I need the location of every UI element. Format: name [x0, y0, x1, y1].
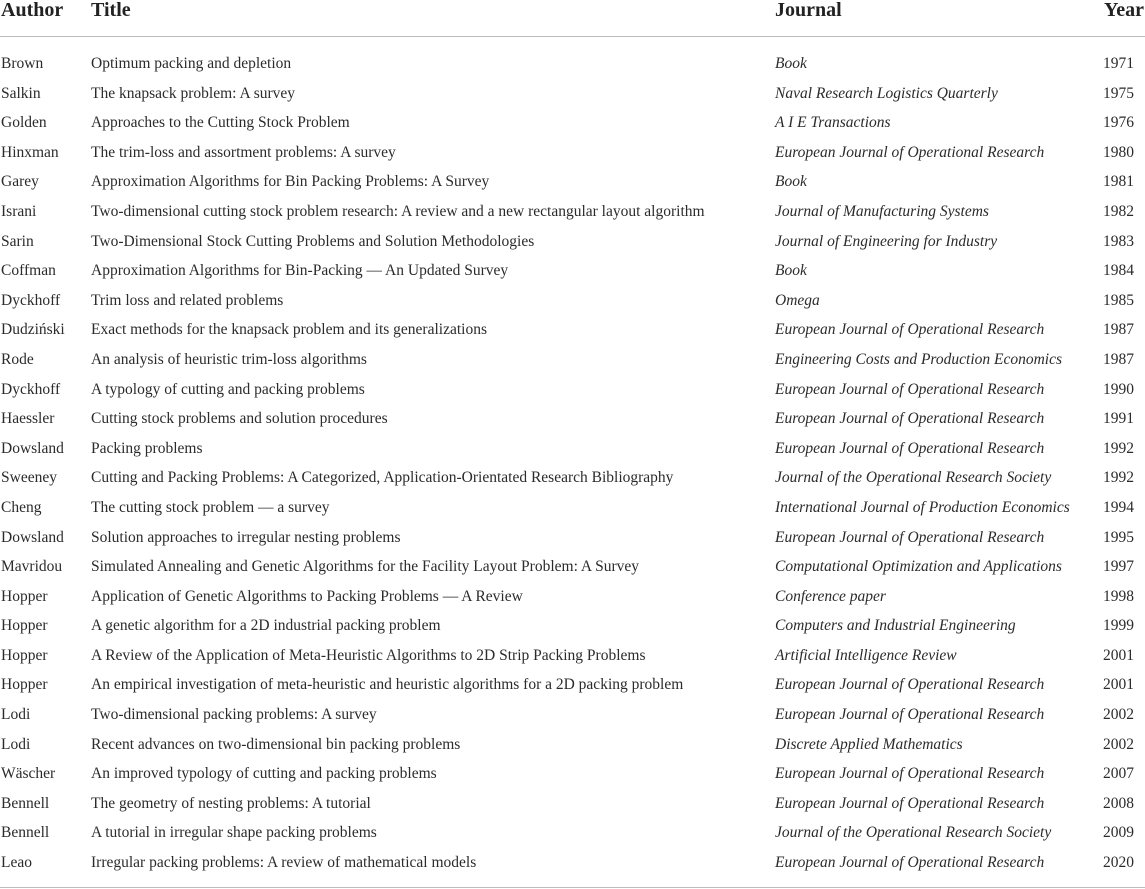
cell-journal: European Journal of Operational Research: [775, 676, 1045, 694]
table-row: [0, 138, 1145, 168]
cell-title: An empirical investigation of meta-heuristic and heuristic algorithms for a 2D packing problem: [91, 676, 684, 694]
cell-year: 1985: [1103, 291, 1134, 309]
cell-year: 1980: [1103, 143, 1134, 161]
table-header-row: [0, 0, 1145, 37]
cell-journal: Journal of the Operational Research Society: [775, 469, 1052, 487]
header-journal: Journal: [775, 0, 842, 21]
cell-year: 1992: [1103, 469, 1134, 487]
cell-title: The geometry of nesting problems: A tutorial: [91, 794, 371, 812]
cell-title: Application of Genetic Algorithms to Packing Problems — A Review: [91, 587, 523, 605]
cell-year: 1990: [1103, 380, 1134, 398]
cell-title: Irregular packing problems: A review of mathematical models: [91, 854, 477, 872]
cell-author: Coffman: [1, 262, 56, 280]
cell-title: Two-Dimensional Stock Cutting Problems and Solution Methodologies: [91, 232, 535, 250]
cell-author: Salkin: [1, 84, 41, 102]
cell-journal: Computers and Industrial Engineering: [775, 617, 1016, 635]
cell-title: Simulated Annealing and Genetic Algorithms for the Facility Layout Problem: A Survey: [91, 558, 640, 576]
cell-journal: Conference paper: [775, 587, 886, 605]
cell-title: Exact methods for the knapsack problem and its generalizations: [91, 321, 487, 339]
table-bottom-rule: [0, 887, 1145, 888]
cell-journal: European Journal of Operational Research: [775, 439, 1045, 457]
table-row: [0, 404, 1145, 434]
cell-journal: European Journal of Operational Research: [775, 410, 1045, 428]
cell-year: 2001: [1103, 646, 1134, 664]
cell-journal: European Journal of Operational Research: [775, 321, 1045, 339]
cell-year: 1998: [1103, 587, 1134, 605]
cell-author: Bennell: [1, 824, 50, 842]
cell-author: Hinxman: [1, 143, 59, 161]
cell-year: 1971: [1103, 55, 1134, 72]
cell-journal: Journal of Engineering for Industry: [775, 232, 998, 250]
cell-author: Dyckhoff: [1, 291, 61, 309]
cell-year: 2001: [1103, 676, 1134, 694]
table-row: [0, 552, 1145, 582]
cell-journal: Artificial Intelligence Review: [775, 646, 957, 664]
header-year: Year: [1104, 0, 1144, 21]
cell-author: Cheng: [1, 498, 42, 516]
cell-journal: Omega: [775, 291, 820, 309]
cell-journal: Computational Optimization and Applications: [775, 558, 1062, 576]
cell-journal: European Journal of Operational Research: [775, 706, 1045, 724]
cell-title: A Review of the Application of Meta-Heuristic Algorithms to 2D Strip Packing Problems: [91, 646, 646, 664]
cell-title: Packing problems: [91, 439, 203, 457]
table-row: [0, 611, 1145, 641]
cell-author: Hopper: [1, 617, 48, 635]
cell-title: An improved typology of cutting and packing problems: [91, 765, 437, 783]
cell-title: The knapsack problem: A survey: [91, 84, 296, 102]
cell-year: 1999: [1103, 617, 1134, 635]
table-row: [0, 79, 1145, 109]
cell-journal: Book: [775, 55, 807, 72]
cell-journal: Book: [775, 262, 807, 280]
cell-author: Leao: [1, 854, 32, 872]
table-row: [0, 523, 1145, 553]
table-row: [0, 286, 1145, 316]
table-row: [0, 463, 1145, 493]
cell-author: Bennell: [1, 794, 50, 812]
cell-journal: Discrete Applied Mathematics: [775, 735, 963, 753]
cell-year: 2002: [1103, 735, 1134, 753]
cell-author: Brown: [1, 55, 44, 72]
cell-title: Two-dimensional cutting stock problem research: A review and a new rectangular layout algorithm: [91, 202, 705, 220]
cell-year: 1997: [1103, 558, 1134, 576]
cell-author: Lodi: [1, 735, 31, 753]
table-row: [0, 848, 1145, 878]
cell-title: An analysis of heuristic trim-loss algorithms: [91, 350, 367, 368]
cell-author: Dudziński: [1, 321, 65, 339]
cell-title: Approaches to the Cutting Stock Problem: [91, 114, 350, 132]
cell-author: Dowsland: [1, 439, 64, 457]
cell-year: 1976: [1103, 114, 1134, 132]
cell-year: 1995: [1103, 528, 1134, 546]
table-body: [0, 49, 1145, 878]
cell-journal: European Journal of Operational Research: [775, 854, 1045, 872]
table-row: [0, 759, 1145, 789]
cell-journal: Journal of Manufacturing Systems: [775, 202, 989, 220]
cell-year: 1982: [1103, 202, 1134, 220]
cell-title: A typology of cutting and packing problems: [91, 380, 365, 398]
cell-year: 1992: [1103, 439, 1134, 457]
cell-title: Two-dimensional packing problems: A survey: [91, 706, 377, 724]
cell-year: 1987: [1103, 321, 1134, 339]
table-row: [0, 315, 1145, 345]
cell-year: 2009: [1103, 824, 1134, 842]
cell-journal: European Journal of Operational Research: [775, 765, 1045, 783]
cell-author: Hopper: [1, 587, 48, 605]
cell-journal: Naval Research Logistics Quarterly: [775, 84, 998, 102]
table-row: [0, 345, 1145, 375]
cell-author: Mavridou: [1, 558, 63, 576]
cell-year: 1991: [1103, 410, 1134, 428]
cell-year: 1981: [1103, 173, 1134, 191]
cell-journal: European Journal of Operational Research: [775, 143, 1045, 161]
table-row: [0, 256, 1145, 286]
table-row: [0, 700, 1145, 730]
table-row: [0, 434, 1145, 464]
cell-author: Israni: [1, 202, 37, 220]
table-row: [0, 375, 1145, 405]
cell-title: The trim-loss and assortment problems: A survey: [91, 143, 396, 161]
cell-journal: Book: [775, 173, 807, 191]
cell-author: Sarin: [1, 232, 34, 250]
cell-journal: Engineering Costs and Production Economics: [775, 350, 1063, 368]
cell-year: 1983: [1103, 232, 1134, 250]
cell-year: 1994: [1103, 498, 1134, 516]
cell-author: Rode: [1, 350, 34, 368]
cell-year: 1987: [1103, 350, 1134, 368]
cell-author: Dowsland: [1, 528, 64, 546]
cell-year: 1984: [1103, 262, 1134, 280]
cell-year: 1975: [1103, 84, 1134, 102]
header-title: Title: [91, 0, 131, 21]
table-row: [0, 818, 1145, 848]
cell-journal: Journal of the Operational Research Society: [775, 824, 1052, 842]
cell-author: Haessler: [1, 410, 55, 428]
cell-author: Wäscher: [1, 765, 56, 783]
table-row: [0, 227, 1145, 257]
cell-journal: International Journal of Production Economics: [775, 498, 1070, 516]
table-row: [0, 49, 1145, 79]
table-row: [0, 108, 1145, 138]
cell-year: 2008: [1103, 794, 1134, 812]
cell-title: Cutting stock problems and solution procedures: [91, 410, 388, 428]
cell-author: Golden: [1, 114, 47, 132]
cell-title: Optimum packing and depletion: [91, 55, 292, 72]
cell-author: Dyckhoff: [1, 380, 61, 398]
cell-title: Approximation Algorithms for Bin-Packing — An Updated Survey: [91, 262, 509, 280]
table-row: [0, 582, 1145, 612]
cell-year: 2020: [1103, 854, 1134, 872]
cell-title: A genetic algorithm for a 2D industrial packing problem: [91, 617, 441, 635]
cell-title: Recent advances on two-dimensional bin packing problems: [91, 735, 461, 753]
cell-author: Sweeney: [1, 469, 57, 487]
cell-author: Garey: [1, 173, 39, 191]
cell-year: 2007: [1103, 765, 1134, 783]
table-row: [0, 167, 1145, 197]
table-row: [0, 641, 1145, 671]
cell-year: 2002: [1103, 706, 1134, 724]
cell-title: A tutorial in irregular shape packing problems: [91, 824, 377, 842]
table-row: [0, 670, 1145, 700]
cell-journal: European Journal of Operational Research: [775, 380, 1045, 398]
table-row: [0, 197, 1145, 227]
table-row: [0, 730, 1145, 760]
cell-title: Cutting and Packing Problems: A Categorized, Application-Orientated Research Bibliography: [91, 469, 674, 487]
cell-journal: European Journal of Operational Research: [775, 528, 1045, 546]
header-author: Author: [1, 0, 64, 21]
cell-author: Hopper: [1, 646, 48, 664]
cell-title: Trim loss and related problems: [91, 291, 284, 309]
cell-title: Solution approaches to irregular nesting problems: [91, 528, 401, 546]
cell-title: The cutting stock problem — a survey: [91, 498, 330, 516]
cell-author: Lodi: [1, 706, 31, 724]
table-row: [0, 493, 1145, 523]
cell-journal: European Journal of Operational Research: [775, 794, 1045, 812]
cell-journal: A I E Transactions: [775, 114, 891, 132]
cell-author: Hopper: [1, 676, 48, 694]
cell-title: Approximation Algorithms for Bin Packing Problems: A Survey: [91, 173, 490, 191]
table-row: [0, 789, 1145, 819]
